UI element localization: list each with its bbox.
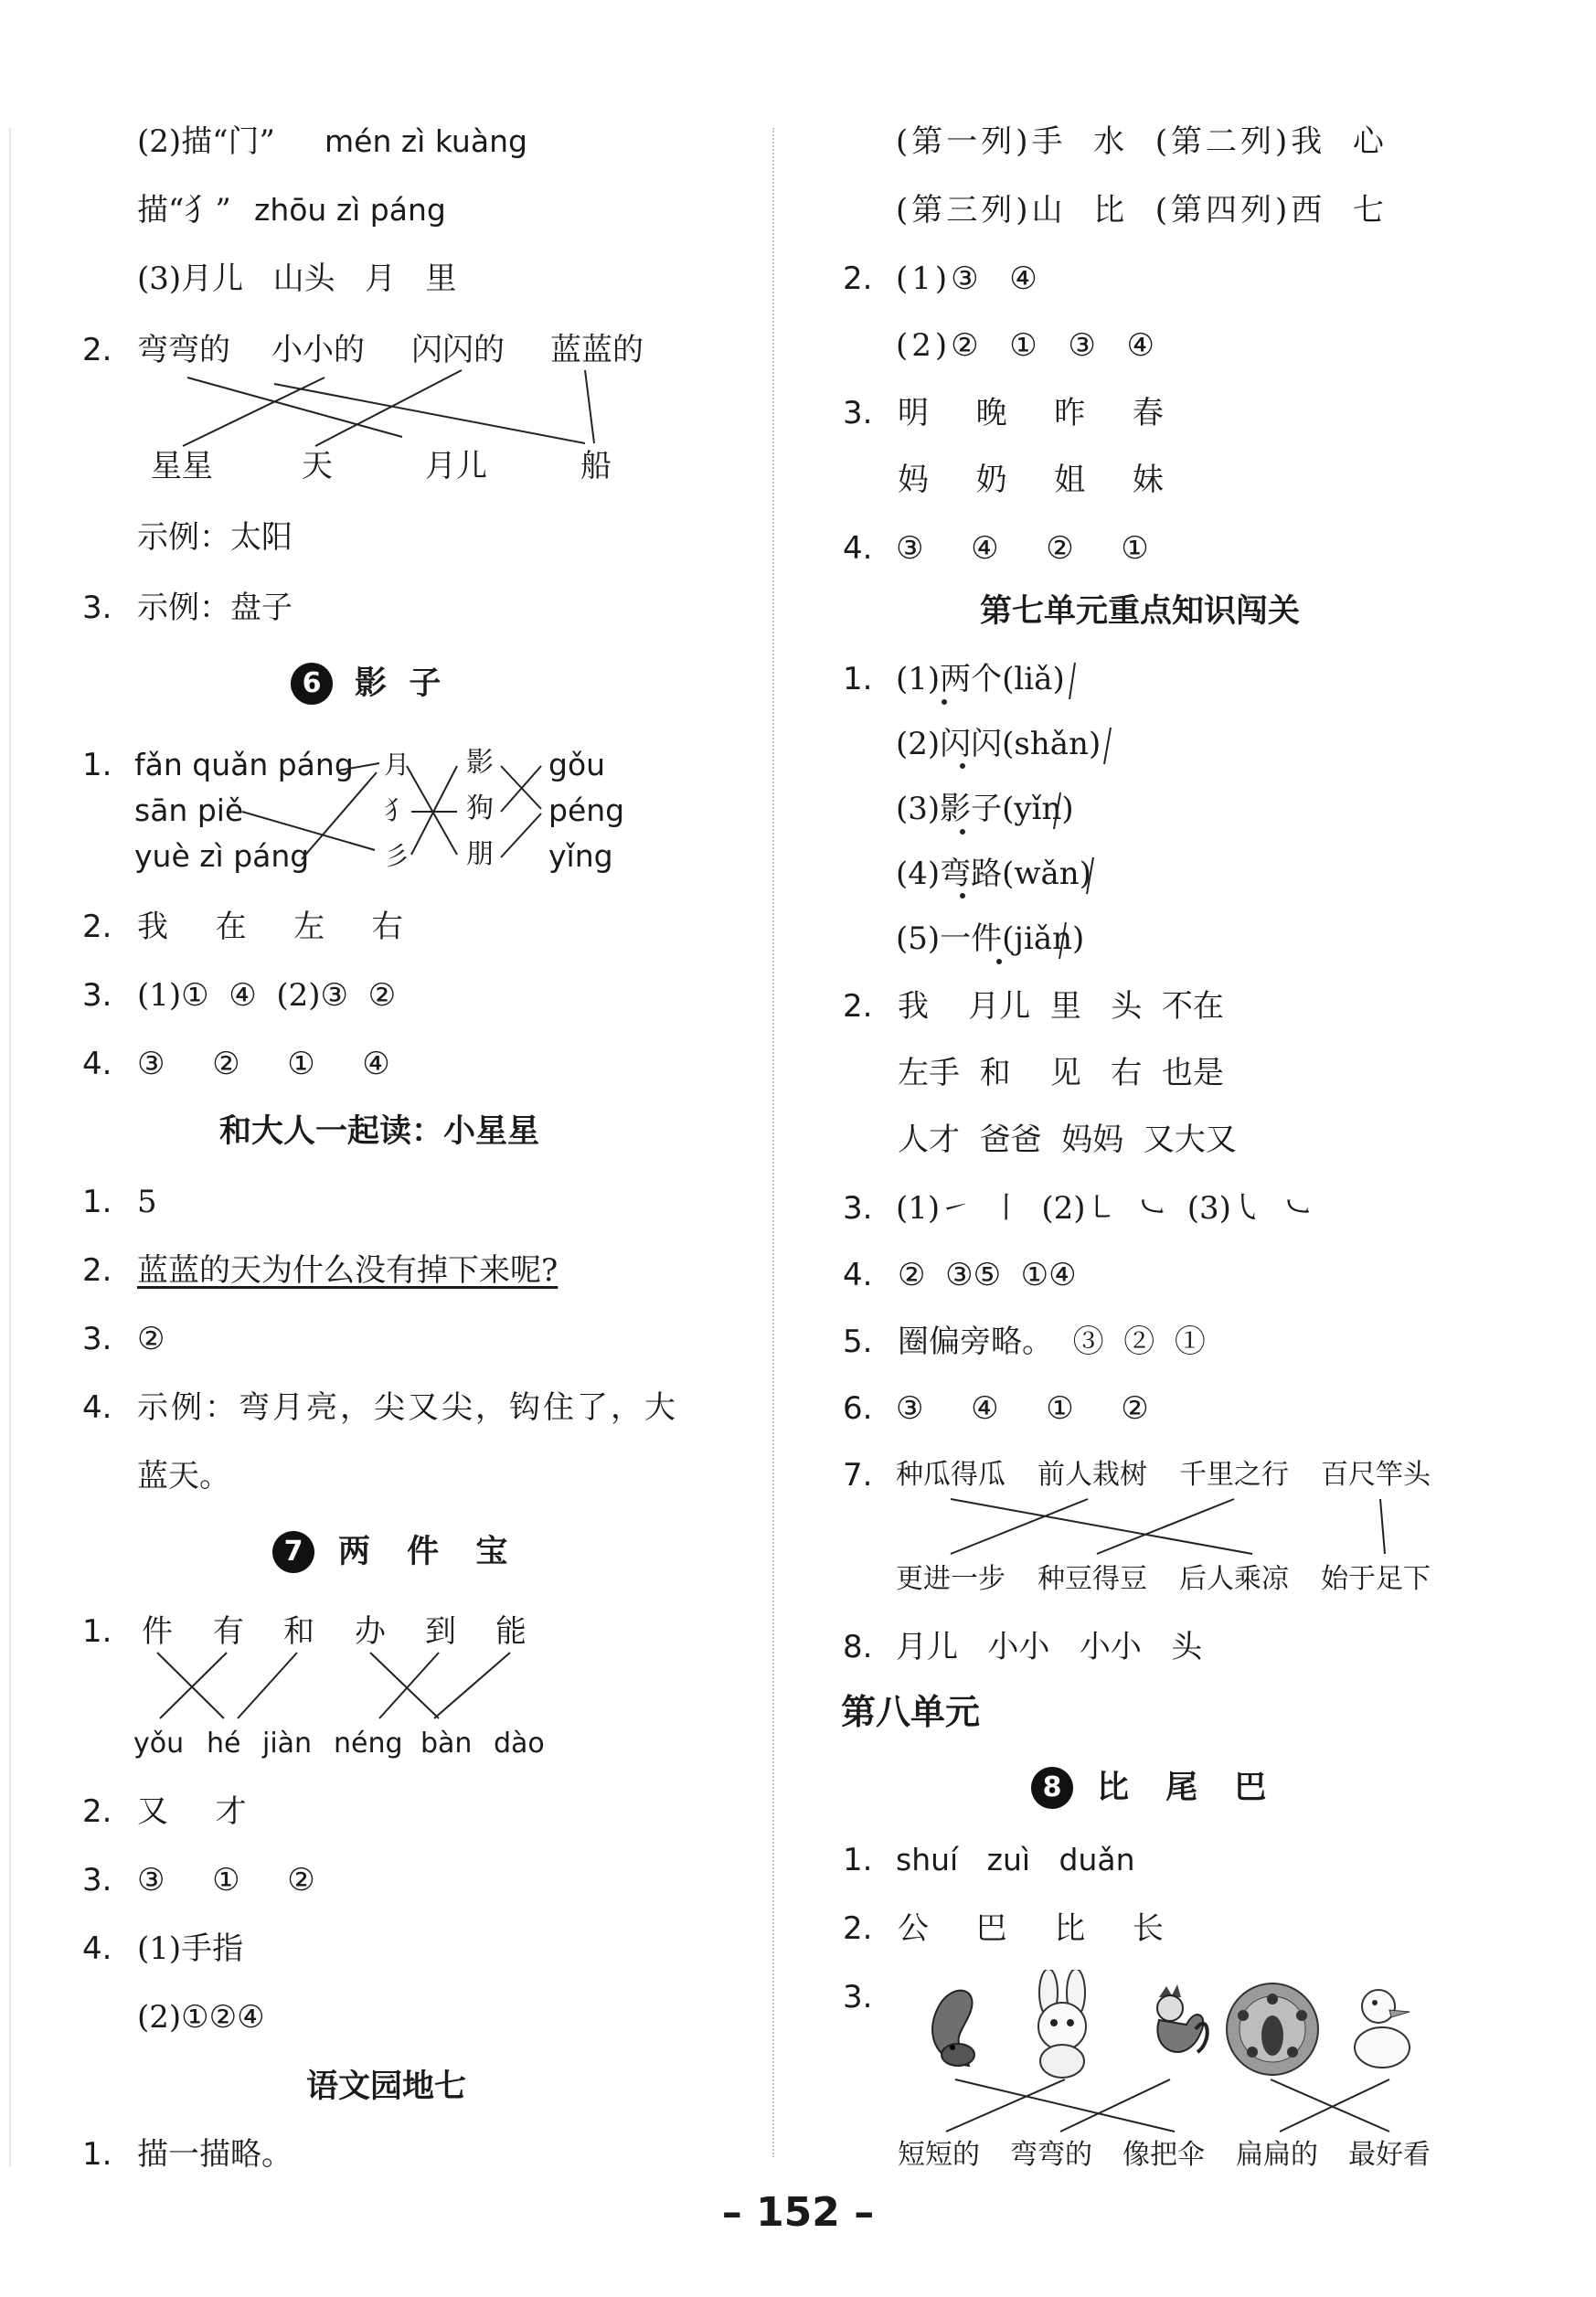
answer-line: (3)月儿 山头 月 里	[137, 261, 457, 297]
answer-line: (2)①②④	[137, 1999, 265, 2036]
pinyin-item: jiàn	[262, 1728, 313, 1760]
answer-line: ③ ④ ② ①	[896, 530, 1158, 567]
question-number: 4.	[843, 530, 873, 567]
answer-line: ③ ② ① ④	[137, 1046, 399, 1082]
question-number: 1.	[843, 1842, 873, 1878]
answer-line: (1)㇀ ㇑ (2)㇄ ㇃ (3)㇂ ㇃	[896, 1190, 1314, 1227]
answer-line: 示例：太阳	[137, 519, 293, 556]
answer-line: 左手 和 见 右 也是	[898, 1055, 1224, 1091]
answer-line: 描“犭”	[137, 192, 231, 229]
pinyin-item: yǒu	[133, 1728, 185, 1760]
answer-line: ②	[137, 1321, 165, 1357]
answer-line: 我 在 左 右	[137, 909, 412, 945]
idiom: 更进一步	[896, 1563, 1005, 1595]
question-number: 8.	[843, 1629, 873, 1665]
lesson-number-badge: 7	[272, 1531, 314, 1573]
question-number: 3.	[843, 1979, 873, 2015]
question-number: 1.	[843, 661, 873, 697]
match-line	[315, 370, 462, 446]
match-line	[379, 1653, 439, 1718]
answer-line: 妈 奶 姐 妹	[898, 462, 1173, 498]
pinyin-answer: mén zì kuàng	[325, 123, 527, 159]
answer-line: 描一描略。	[137, 2136, 293, 2173]
idiom: 后人乘凉	[1179, 1563, 1289, 1595]
match-line	[946, 2079, 1065, 2132]
pinyin-item: hé	[207, 1728, 241, 1760]
match-line	[585, 370, 594, 443]
match-line	[160, 1653, 227, 1718]
match-line	[157, 1653, 224, 1718]
radical: 犭	[384, 795, 410, 825]
answer-line: 月儿 小小 小小 头	[896, 1629, 1203, 1665]
lesson-number-badge: 8	[1031, 1767, 1073, 1809]
question-number: 2.	[82, 909, 112, 945]
question-number: 1.	[82, 2136, 112, 2173]
match-line	[1060, 2079, 1170, 2132]
character: 朋	[466, 838, 494, 870]
lesson-number-badge: 6	[291, 663, 333, 705]
match-word: 件	[142, 1613, 173, 1650]
match-line	[951, 1499, 1088, 1554]
match-word: 办	[355, 1613, 386, 1650]
match-word: 短短的	[898, 2139, 980, 2171]
pinyin-item: péng	[548, 792, 625, 828]
match-line	[434, 1653, 510, 1718]
match-line	[183, 378, 325, 446]
idiom: 种瓜得瓜	[896, 1459, 1005, 1491]
answer-line: (5)一件(jiǎn)	[896, 920, 1085, 957]
idiom: 始于足下	[1321, 1563, 1431, 1595]
question-number: 3.	[82, 1321, 112, 1357]
answer-line: 圈偏旁略。 ③ ② ①	[898, 1324, 1206, 1360]
match-line	[955, 2079, 1175, 2132]
pinyin-answer: zhōu zì páng	[254, 192, 446, 228]
correction-mark	[1069, 663, 1075, 699]
match-word: 和	[283, 1613, 314, 1650]
lesson-title: 影 子	[355, 665, 442, 702]
answer-line: (1)两个(liǎ)	[896, 661, 1065, 697]
match-line	[1097, 1499, 1234, 1554]
question-number: 7.	[843, 1457, 873, 1494]
question-number: 3.	[843, 395, 873, 431]
section-title: 语文园地七	[306, 2068, 467, 2105]
correction-mark	[1104, 728, 1111, 764]
answer-line: (2)闪闪(shǎn)	[896, 726, 1101, 762]
match-word: 星星	[151, 448, 213, 484]
answer-line: (2)描“门”	[137, 123, 275, 160]
section-title: 和大人一起读：小星星	[219, 1113, 540, 1150]
question-number: 5.	[843, 1324, 873, 1360]
match-line	[501, 814, 541, 857]
answer-line: 蓝蓝的天为什么没有掉下来呢?	[137, 1252, 559, 1289]
answer-line: 明 晚 昨 春	[898, 395, 1173, 431]
correction-mark	[1087, 857, 1093, 894]
pinyin-item: fǎn quǎn páng	[134, 747, 354, 782]
question-number: 2.	[82, 1793, 112, 1830]
unit-review-title: 第七单元重点知识闯关	[980, 593, 1301, 630]
question-number: 4.	[82, 1046, 112, 1082]
match-line	[1380, 1499, 1385, 1554]
match-word: 最好看	[1348, 2139, 1431, 2171]
radical: 彡	[384, 841, 410, 871]
pinyin-item: néng	[334, 1728, 403, 1760]
answer-line: 又 才	[137, 1793, 256, 1830]
match-line	[302, 772, 377, 859]
match-line	[370, 1653, 439, 1718]
match-word: 能	[495, 1613, 527, 1650]
match-word: 弯弯的	[137, 332, 230, 368]
question-number: 2.	[82, 332, 112, 368]
question-number: 1.	[82, 1613, 112, 1650]
answer-line: 我 月儿 里 头 不在	[898, 988, 1224, 1025]
character: 狗	[466, 792, 494, 824]
pinyin-item: dào	[494, 1728, 545, 1760]
match-line	[951, 1499, 1252, 1554]
correction-mark	[1059, 922, 1066, 959]
answer-line: (2)② ① ③ ④	[896, 327, 1158, 364]
match-line	[338, 763, 379, 771]
pinyin-item: yuè zì páng	[134, 838, 310, 874]
match-word: 闪闪的	[411, 332, 505, 368]
radical: 月	[384, 750, 410, 780]
match-word: 天	[302, 448, 333, 484]
answer-line: 人才 爸爸 妈妈 又大又	[898, 1122, 1237, 1158]
lesson-title: 两 件 宝	[338, 1534, 521, 1570]
answer-line: (3)影子(yǐn)	[896, 791, 1074, 827]
match-word: 月儿	[425, 448, 487, 484]
correction-mark	[1054, 792, 1060, 829]
answer-line: (1)① ④ (2)③ ②	[137, 977, 397, 1014]
answer-line: (第三列)山 比 (第四列)西 七	[896, 192, 1388, 229]
answer-line: (1)手指	[137, 1930, 244, 1967]
lesson-title: 比 尾 巴	[1097, 1770, 1280, 1806]
question-number: 2.	[843, 988, 873, 1025]
answer-line: (4)弯路(wǎn)	[896, 856, 1091, 892]
idiom: 千里之行	[1179, 1459, 1289, 1491]
match-word: 蓝蓝的	[550, 332, 644, 368]
match-line	[238, 1653, 297, 1718]
question-number: 2.	[843, 261, 873, 297]
question-number: 3.	[82, 977, 112, 1014]
question-number: 2.	[843, 1910, 873, 1947]
question-number: 3.	[843, 1190, 873, 1227]
match-word: 像把伞	[1123, 2139, 1205, 2171]
question-number: 2.	[82, 1252, 112, 1289]
match-word: 船	[580, 448, 612, 484]
answer-line: (1)③ ④	[896, 261, 1041, 297]
question-number: 4.	[82, 1389, 112, 1426]
pinyin-item: sān piě	[134, 792, 244, 828]
answer-line: 5	[137, 1184, 157, 1220]
question-number: 6.	[843, 1390, 873, 1427]
idiom: 前人栽树	[1037, 1459, 1147, 1491]
question-number: 1.	[82, 1184, 112, 1220]
answer-line: 示例：盘子	[137, 590, 293, 626]
answer-line: 蓝天。	[137, 1458, 230, 1494]
question-number: 3.	[82, 1862, 112, 1898]
pinyin-answer: shuí zuì duǎn	[896, 1842, 1135, 1877]
question-number: 3.	[82, 590, 112, 626]
answer-line: (第一列)手 水 (第二列)我 心	[896, 123, 1388, 160]
pinyin-item: bàn	[420, 1728, 473, 1760]
unit-title: 第八单元	[841, 1692, 981, 1732]
match-word: 弯弯的	[1010, 2139, 1092, 2171]
match-word: 小小的	[271, 332, 365, 368]
match-line	[242, 812, 375, 850]
answer-line: ③ ① ②	[137, 1862, 325, 1898]
match-word: 到	[425, 1613, 456, 1650]
match-word: 扁扁的	[1236, 2139, 1318, 2171]
idiom: 百尺竿头	[1321, 1459, 1431, 1491]
question-number: 4.	[82, 1930, 112, 1967]
pinyin-item: gǒu	[548, 747, 606, 782]
idiom: 种豆得豆	[1037, 1563, 1147, 1595]
answer-line: 公 巴 比 长	[898, 1910, 1173, 1947]
page-number: – 152 –	[721, 2189, 875, 2236]
pinyin-item: yǐng	[548, 838, 613, 874]
answer-line: 示例：弯月亮，尖又尖，钩住了，大	[137, 1389, 678, 1426]
character: 影	[466, 747, 494, 779]
answer-line: ③ ④ ① ②	[896, 1390, 1158, 1427]
answer-line: ② ③⑤ ①④	[898, 1257, 1077, 1293]
match-word: 有	[213, 1613, 244, 1650]
question-number: 4.	[843, 1257, 873, 1293]
question-number: 1.	[82, 747, 112, 783]
